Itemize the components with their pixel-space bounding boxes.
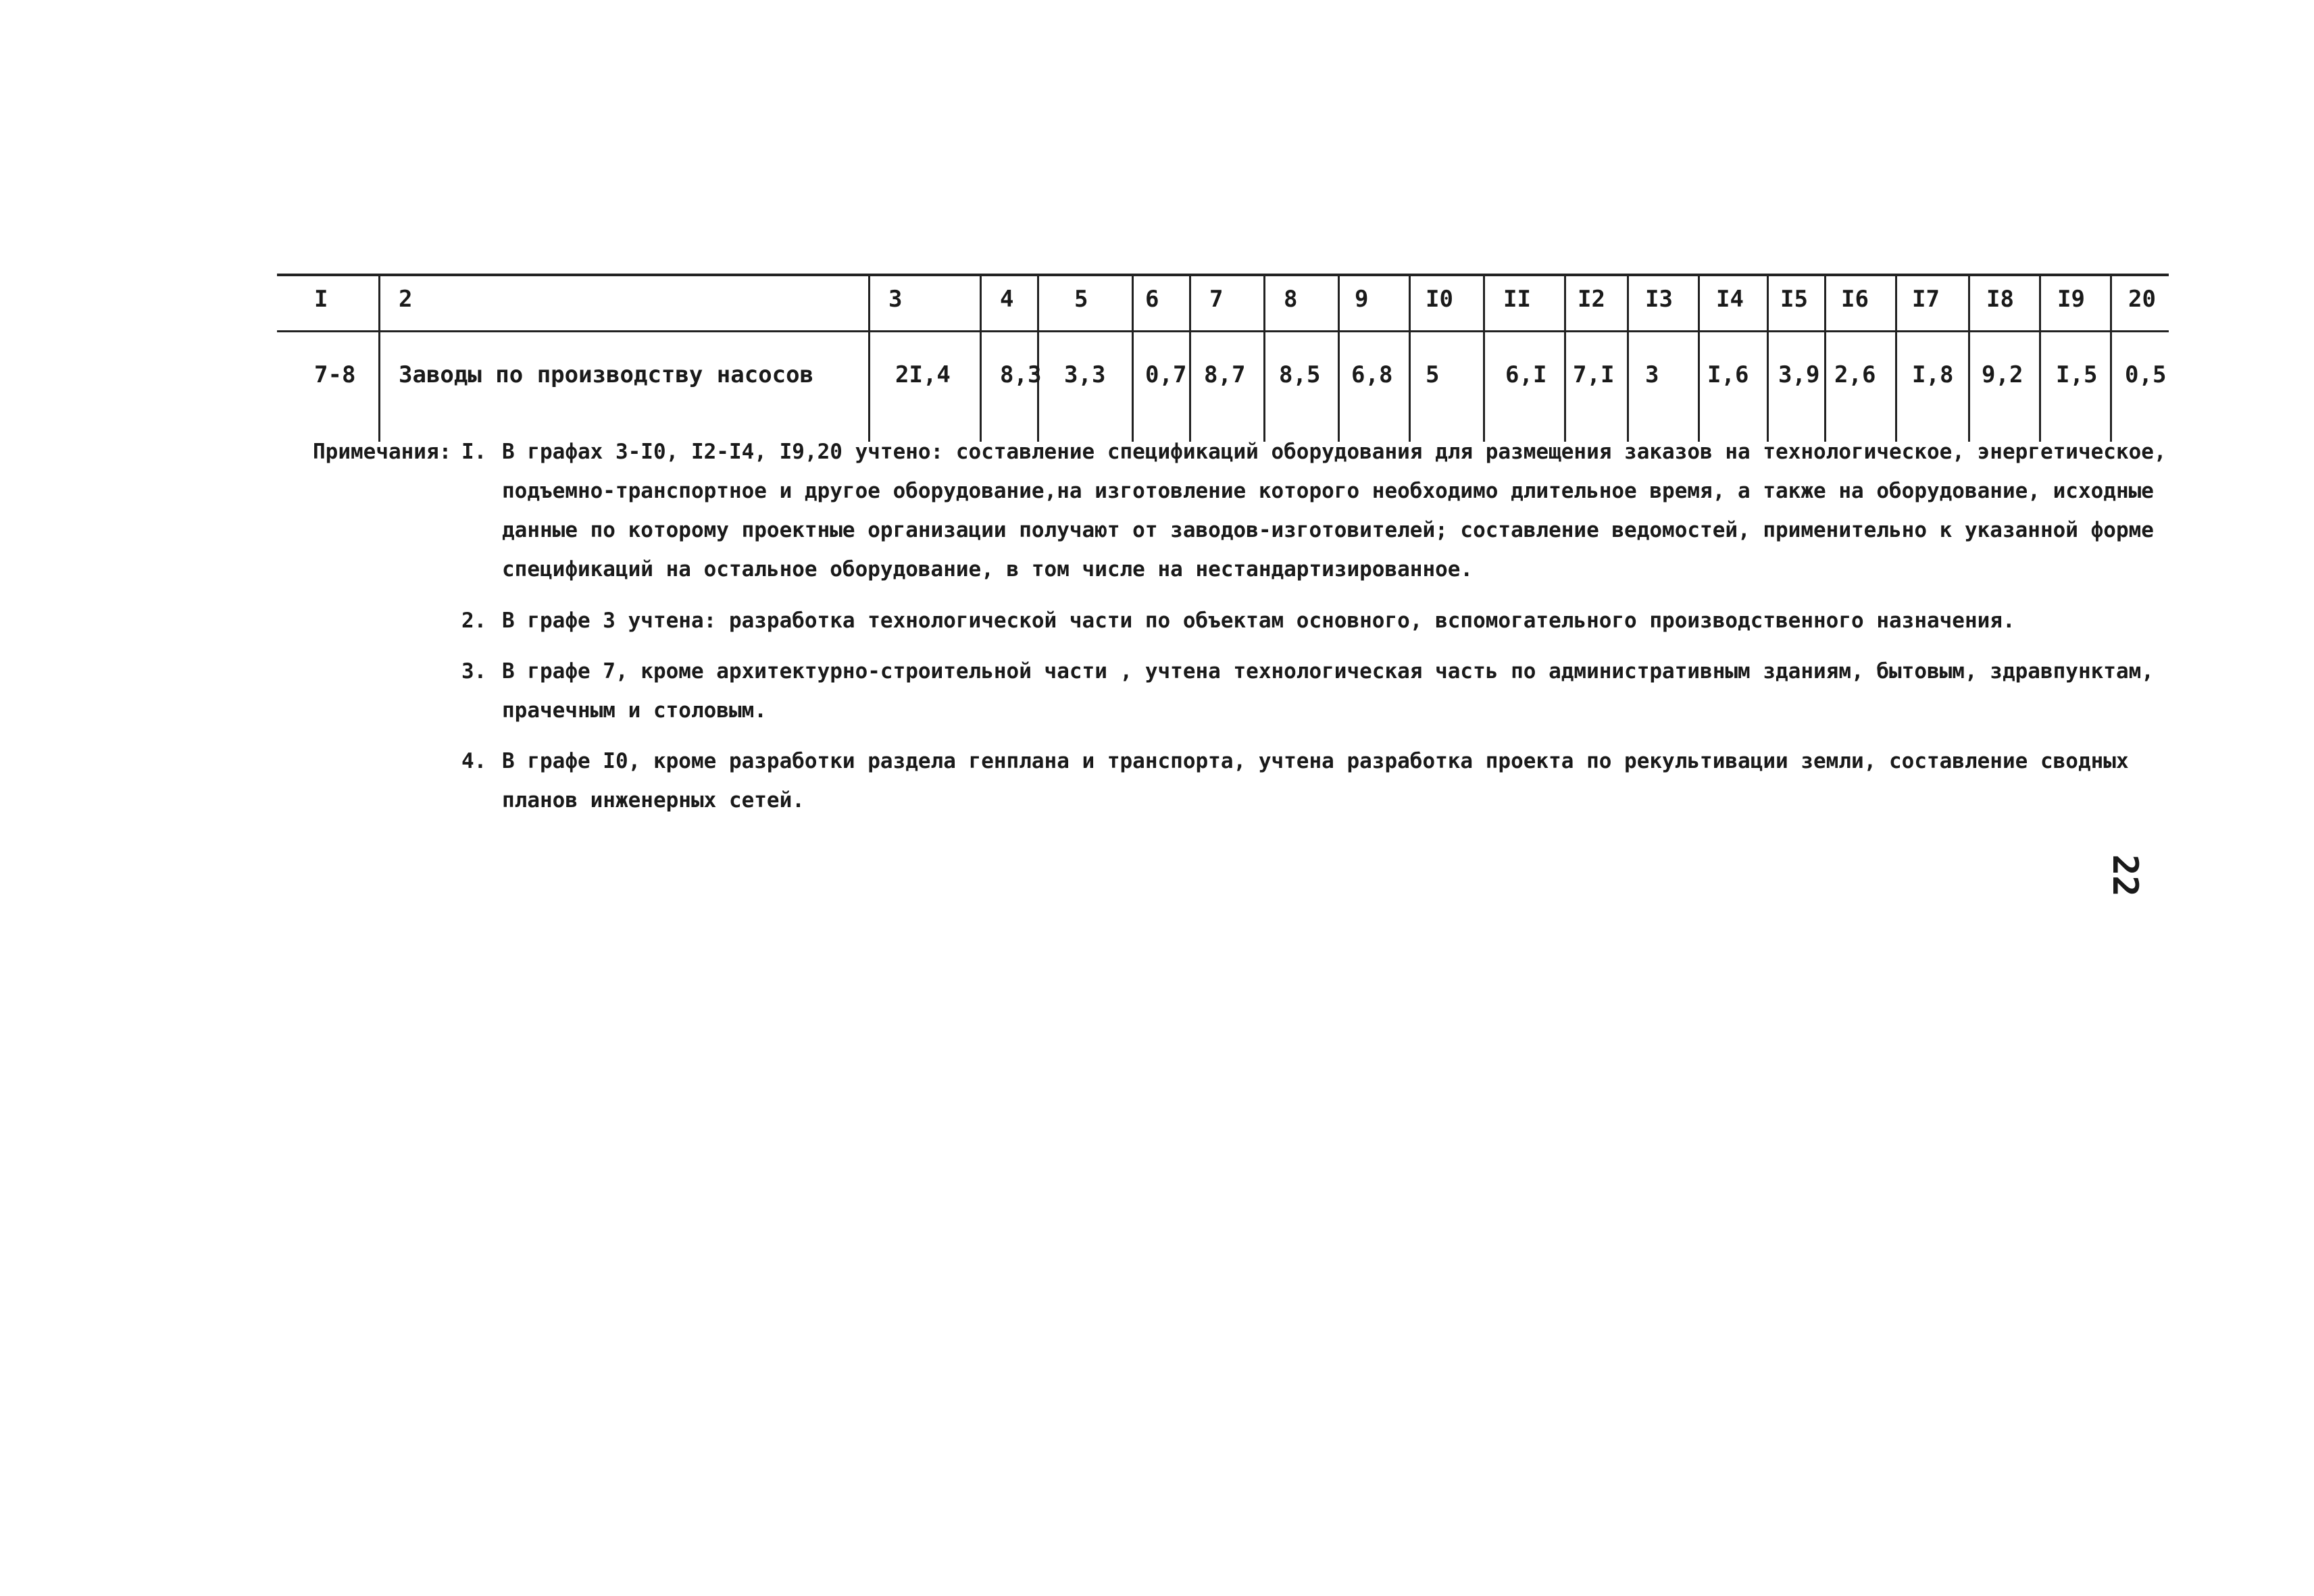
table-cell: I,8: [1912, 361, 1954, 388]
header-cell: 2: [399, 286, 413, 313]
table-cell: 3,3: [1064, 361, 1106, 388]
note-line: прачечным и столовым.: [502, 698, 767, 723]
table-cell: I,5: [2056, 361, 2098, 388]
note-line: В графе 7, кроме архитектурно-строительной части , учтена технологическая часть по административным зданиям, бытовым, здравпунктам,: [502, 659, 2154, 684]
table-cell: 8,3: [1000, 361, 1042, 388]
header-cell: 9: [1355, 286, 1369, 313]
header-cell: I2: [1578, 286, 1605, 313]
header-cell: II: [1503, 286, 1531, 313]
note-number: I.: [461, 440, 487, 464]
table-cell: 8,5: [1279, 361, 1321, 388]
note-line: В графе 3 учтена: разработка технологической части по объектам основного, вспомогательного производственного назначения.: [502, 609, 2015, 633]
table-top-rule: [277, 274, 2169, 276]
header-cell: I: [314, 286, 328, 313]
header-cell: I4: [1716, 286, 1744, 313]
table-cell: 9,2: [1982, 361, 2023, 388]
notes-label: Примечания:: [313, 440, 452, 464]
header-cell: 7: [1209, 286, 1224, 313]
note-line: планов инженерных сетей.: [502, 788, 805, 813]
note-line: данные по которому проектные организации получают от заводов-изготовителей; составление ведомостей, применительно к указанной форме: [502, 518, 2154, 542]
note-number: 3.: [461, 659, 487, 684]
header-cell: 5: [1074, 286, 1088, 313]
note-number: 2.: [461, 609, 487, 633]
table-cell: 6,I: [1505, 361, 1547, 388]
header-cell: 4: [1000, 286, 1014, 313]
table-cell: 0,5: [2125, 361, 2167, 388]
note-line: В графе I0, кроме разработки раздела генплана и транспорта, учтена разработка проекта по рекультивации земли, составление сводных: [502, 749, 2129, 773]
table-cell: 7-8: [314, 361, 356, 388]
header-cell: I8: [1986, 286, 2014, 313]
table-cell: 3,9: [1778, 361, 1820, 388]
note-line: В графах 3-I0, I2-I4, I9,20 учтено: составление спецификаций оборудования для размещения заказов на технологическое, энергетическое,: [502, 440, 2167, 464]
table-cell: Заводы по производству насосов: [399, 361, 814, 388]
header-cell: I6: [1841, 286, 1869, 313]
header-cell: 20: [2128, 286, 2156, 313]
table-cell: 3: [1645, 361, 1659, 388]
table-cell: 2I,4: [895, 361, 951, 388]
table-cell: 7,I: [1573, 361, 1615, 388]
header-cell: I5: [1780, 286, 1808, 313]
header-cell: I7: [1912, 286, 1940, 313]
table-cell: 5: [1426, 361, 1440, 388]
header-cell: I3: [1645, 286, 1673, 313]
table-cell: 0,7: [1145, 361, 1187, 388]
table-cell: 8,7: [1204, 361, 1246, 388]
page-number: 22: [2105, 854, 2145, 897]
header-cell: I9: [2057, 286, 2085, 313]
note-line: подъемно-транспортное и другое оборудование,на изготовление которого необходимо длительное время, а также на оборудование, исходные: [502, 479, 2154, 503]
header-cell: 6: [1145, 286, 1159, 313]
header-cell: 3: [888, 286, 903, 313]
table-cell: 2,6: [1834, 361, 1876, 388]
note-number: 4.: [461, 749, 487, 773]
header-cell: I0: [1426, 286, 1453, 313]
table-header-rule: [277, 330, 2169, 332]
table-cell: 6,8: [1351, 361, 1393, 388]
table-cell: I,6: [1707, 361, 1749, 388]
note-line: спецификаций на остальное оборудование, в том числе на нестандартизированное.: [502, 557, 1474, 582]
header-cell: 8: [1284, 286, 1298, 313]
